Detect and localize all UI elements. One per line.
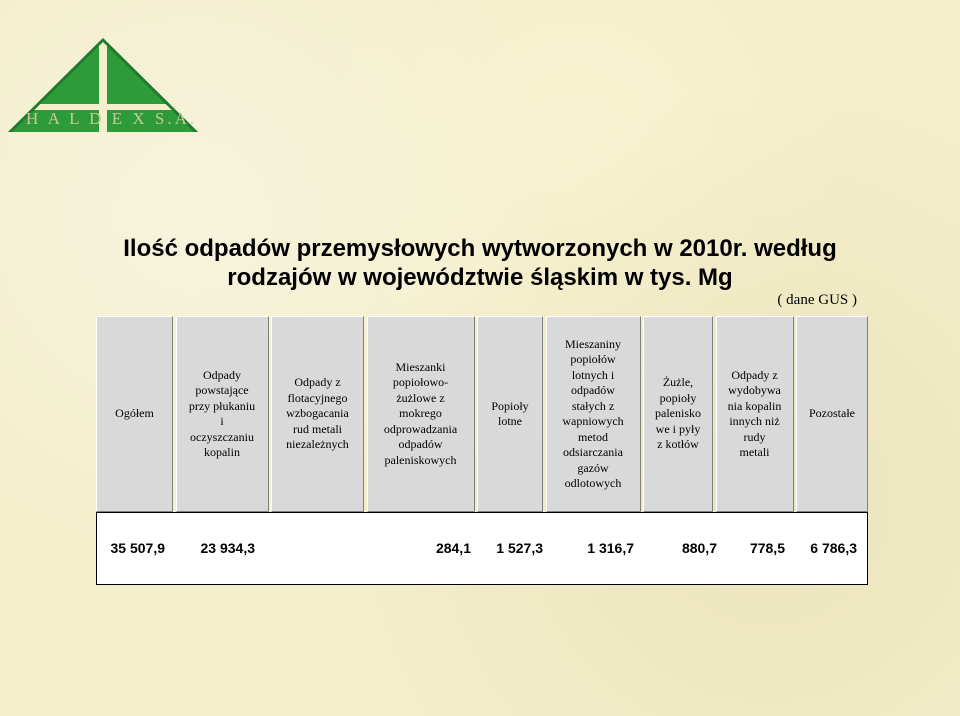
column-header: Pozostałe [796, 316, 868, 512]
source-note: ( dane GUS ) [777, 292, 857, 308]
logo-text: H A L D E X S.A. [26, 109, 198, 128]
table-values-row [96, 512, 868, 585]
title-line: rodzajów w województwie śląskim w tys. Mg [227, 264, 733, 291]
table-cell-value: 880,7 [681, 540, 717, 556]
title-line: Ilość odpadów przemysłowych wytworzonych w 2010r. według [123, 235, 837, 262]
table-cell-value: 35 507,9 [110, 540, 165, 556]
table-cell-value: 1 527,3 [496, 540, 543, 556]
column-header: Mieszanki popiołowo- żużlowe z mokrego odprowadzania odpadów paleniskowych [367, 316, 475, 512]
page-title [60, 234, 900, 292]
table-cell-value: 778,5 [749, 540, 785, 556]
column-header: Mieszaniny popiołów lotnych i odpadów stałych z wapniowych metod odsiarczania gazów odlotowych [546, 316, 641, 512]
table-cell-value: 23 934,3 [200, 540, 255, 556]
column-header: Popioły lotne [477, 316, 543, 512]
column-header: Odpady powstające przy płukaniu i oczyszczaniu kopalin [176, 316, 269, 512]
column-header: Żużle, popioły palenisko we i pyły z kotłów [643, 316, 713, 512]
column-header: Odpady z flotacyjnego wzbogacania rud metali niezależnych [271, 316, 364, 512]
column-header: Ogółem [96, 316, 173, 512]
table-header-row [96, 316, 868, 512]
table-cell-value: 6 786,3 [810, 540, 857, 556]
table-cell-value: 284,1 [435, 540, 471, 556]
table-cell-value: 1 316,7 [587, 540, 634, 556]
column-header: Odpady z wydobywa nia kopalin innych niż rudy metali [716, 316, 794, 512]
